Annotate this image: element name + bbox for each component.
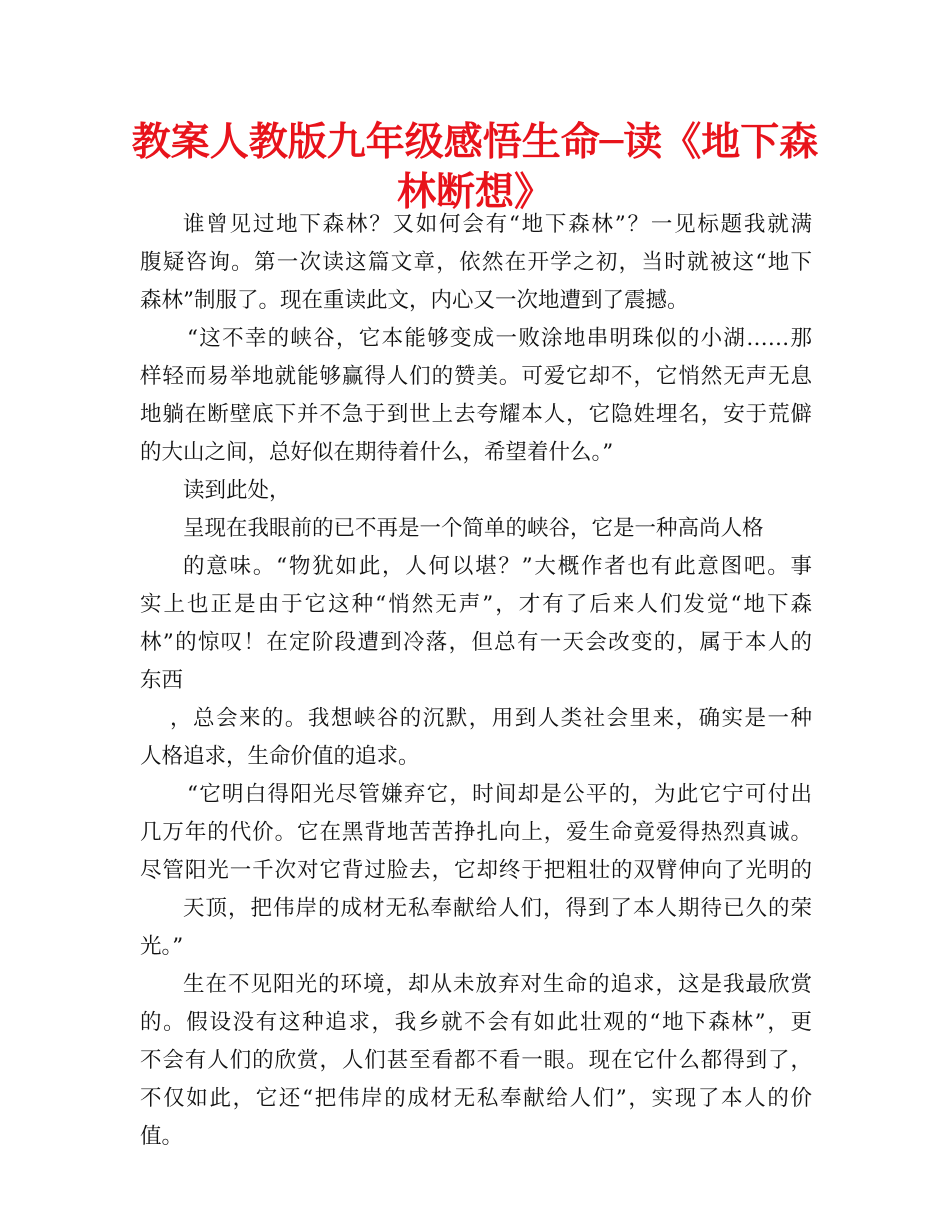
text-line: 地躺在断壁底下并不急于到世上去夸耀本人，它隐姓埋名，安于荒僻 [140, 402, 812, 427]
text-line: 腹疑咨询。第一次读这篇文章，依然在开学之初，当时就被这“地下 [140, 250, 812, 275]
text-line: 人格追求，生命价值的追求。 [140, 744, 420, 769]
text-line: 天顶，把伟岸的成材无私奉献给人们，得到了本人期待已久的荣 [183, 896, 812, 921]
text-line: ，总会来的。我想峡谷的沉默，用到人类社会里来，确实是一种 [170, 706, 812, 731]
text-line: 样轻而易举地就能够赢得人们的赞美。可爱它却不，它悄然无声无息 [140, 364, 812, 389]
text-line: “这不幸的峡谷，它本能够变成一败涂地串明珠似的小湖……那 [187, 326, 812, 351]
text-line: 不会有人们的欣赏，人们甚至看都不看一眼。现在它什么都得到了， [140, 1048, 812, 1073]
text-line: 光。” [140, 934, 184, 959]
text-line: “它明白得阳光尽管嫌弃它，时间却是公平的，为此它宁可付出 [187, 782, 812, 807]
text-line: 尽管阳光一千次对它背过脸去，它却终于把粗壮的双臂伸向了光明的 [140, 858, 812, 883]
text-line: 的意味。“物犹如此，人何以堪？”大概作者也有此意图吧。事 [183, 554, 812, 579]
text-line: 的。假设没有这种追求，我乡就不会有如此壮观的“地下森林”，更 [140, 1010, 812, 1035]
text-line: 谁曾见过地下森林？又如何会有“地下森林”？一见标题我就满 [183, 212, 812, 237]
text-line: 的大山之间，总好似在期待着什么，希望着什么。” [140, 440, 614, 465]
text-line: 不仅如此，它还“把伟岸的成材无私奉献给人们”，实现了本人的价 [140, 1086, 812, 1111]
text-line: 森林”制服了。现在重读此文，内心又一次地遭到了震撼。 [140, 288, 689, 313]
title-line-1: 教案人教版九年级感悟生命─读《地下森 [131, 120, 819, 165]
document-title [120, 118, 830, 218]
text-line: 实上也正是由于它这种“悄然无声”，才有了后来人们发觉“地下森 [140, 592, 812, 617]
text-line: 读到此处， [183, 478, 291, 503]
article-body [140, 206, 812, 1156]
text-line: 东西 [140, 668, 184, 693]
text-line: 呈现在我眼前的已不再是一个简单的峡谷，它是一种高尚人格 [183, 516, 764, 541]
text-line: 生在不见阳光的环境，却从未放弃对生命的追求，这是我最欣赏 [183, 972, 812, 997]
title-line-2: 林断想》 [396, 170, 553, 215]
text-line: 几万年的代价。它在黑背地苦苦挣扎向上，爱生命竟爱得热烈真诚。 [140, 820, 812, 845]
text-line: 值。 [140, 1124, 184, 1149]
text-line: 林”的惊叹！在定阶段遭到冷落，但总有一天会改变的，属于本人的 [140, 630, 812, 655]
